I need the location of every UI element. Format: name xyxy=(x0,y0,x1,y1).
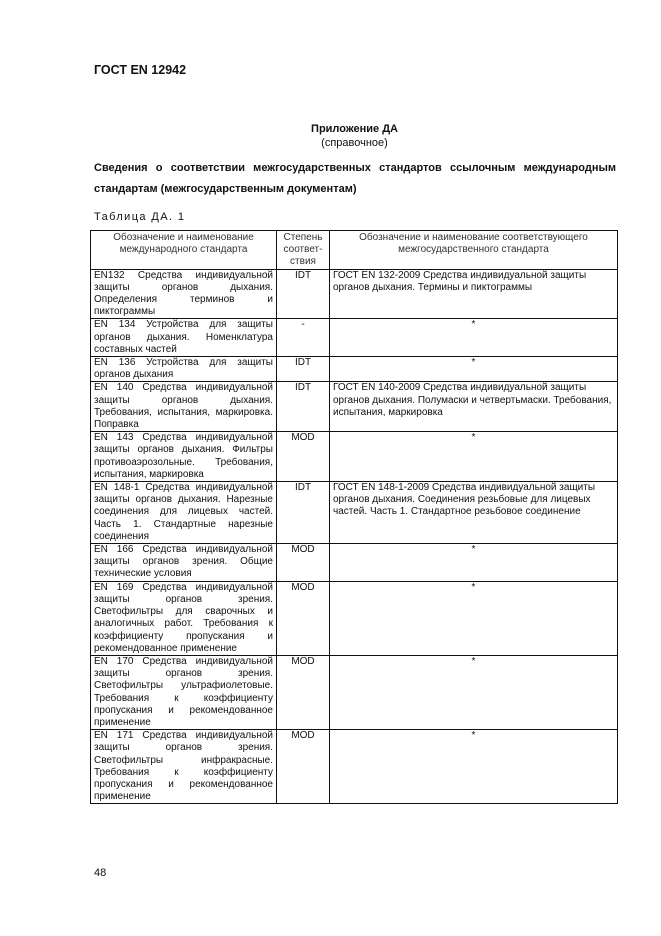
national-standard-cell: * xyxy=(330,319,618,357)
page-number: 48 xyxy=(94,867,107,879)
table-row xyxy=(91,269,618,319)
correspondence-table xyxy=(90,230,618,804)
degree-cell: IDT xyxy=(277,357,330,382)
table-row xyxy=(91,544,618,582)
international-standard-cell: EN 166 Средства индивидуальной защиты органов зрения. Общие технические условия xyxy=(91,544,277,582)
national-standard-cell: * xyxy=(330,432,618,482)
national-standard-cell: * xyxy=(330,544,618,582)
degree-cell: IDT xyxy=(277,482,330,544)
degree-cell: MOD xyxy=(277,581,330,655)
table-row xyxy=(91,357,618,382)
header-international-standard: Обозначение и наименование международного стандарта xyxy=(91,231,277,270)
international-standard-cell: EN 170 Средства индивидуальной защиты органов зрения. Светофильтры ультрафиолетовые. Требования к коэффициенту пропускания и рекомендованное применение xyxy=(91,655,277,729)
degree-cell: - xyxy=(277,319,330,357)
degree-cell: MOD xyxy=(277,544,330,582)
national-standard-cell: * xyxy=(330,581,618,655)
international-standard-cell: EN 140 Средства индивидуальной защиты органов дыхания. Требования, испытания, маркировка. Поправка xyxy=(91,382,277,432)
appendix-subtitle: (справочное) xyxy=(321,137,388,149)
degree-cell: MOD xyxy=(277,730,330,804)
international-standard-cell: EN 169 Средства индивидуальной защиты органов зрения. Светофильтры для сварочных и аналогичных работ. Требования к коэффициенту пропускания и рекомендованное применение xyxy=(91,581,277,655)
table-row xyxy=(91,382,618,432)
international-standard-cell: EN 134 Устройства для защиты органов дыхания. Номенклатура составных частей xyxy=(91,319,277,357)
table-row xyxy=(91,655,618,729)
table-row xyxy=(91,581,618,655)
table-row xyxy=(91,730,618,804)
national-standard-cell: ГОСТ EN 148-1-2009 Средства индивидуальной защиты органов дыхания. Соединения резьбовые для лицевых частей. Часть 1. Стандартное резьбовое соединение xyxy=(330,482,618,544)
degree-cell: IDT xyxy=(277,382,330,432)
international-standard-cell: EN 171 Средства индивидуальной защиты органов зрения. Светофильтры инфракрасные. Требования к коэффициенту пропускания и рекомендованное применение xyxy=(91,730,277,804)
table-row xyxy=(91,319,618,357)
appendix-title: Приложение ДА xyxy=(311,123,398,135)
table-header-row xyxy=(91,231,618,270)
international-standard-cell: EN 136 Устройства для защиты органов дыхания xyxy=(91,357,277,382)
national-standard-cell: * xyxy=(330,730,618,804)
table-row xyxy=(91,482,618,544)
table-caption: Таблица ДА. 1 xyxy=(94,211,186,223)
national-standard-cell: * xyxy=(330,357,618,382)
table-row xyxy=(91,432,618,482)
national-standard-cell: ГОСТ EN 140-2009 Средства индивидуальной защиты органов дыхания. Полумаски и четвертьмаски. Требования, испытания, маркировка xyxy=(330,382,618,432)
degree-cell: MOD xyxy=(277,655,330,729)
international-standard-cell: EN132 Средства индивидуальной защиты органов дыхания. Определения терминов и пиктограммы xyxy=(91,269,277,319)
header-national-standard: Обозначение и наименование соответствующего межгосударственного стандарта xyxy=(330,231,618,270)
section-heading: Сведения о соответствии межгосударственных стандартов ссылочным международным стандартам (межгосударственным документам) xyxy=(94,162,616,195)
international-standard-cell: EN 148-1 Средства индивидуальной защиты органов дыхания. Нарезные соединения для лицевых частей. Часть 1. Стандартные нарезные соединения xyxy=(91,482,277,544)
header-degree: Степень соответ-ствия xyxy=(277,231,330,270)
national-standard-cell: ГОСТ EN 132-2009 Средства индивидуальной защиты органов дыхания. Термины и пиктограммы xyxy=(330,269,618,319)
document-id: ГОСТ EN 12942 xyxy=(94,63,187,77)
national-standard-cell: * xyxy=(330,655,618,729)
degree-cell: IDT xyxy=(277,269,330,319)
degree-cell: MOD xyxy=(277,432,330,482)
international-standard-cell: EN 143 Средства индивидуальной защиты органов дыхания. Фильтры противоаэрозольные. Требования, испытания, маркировка xyxy=(91,432,277,482)
